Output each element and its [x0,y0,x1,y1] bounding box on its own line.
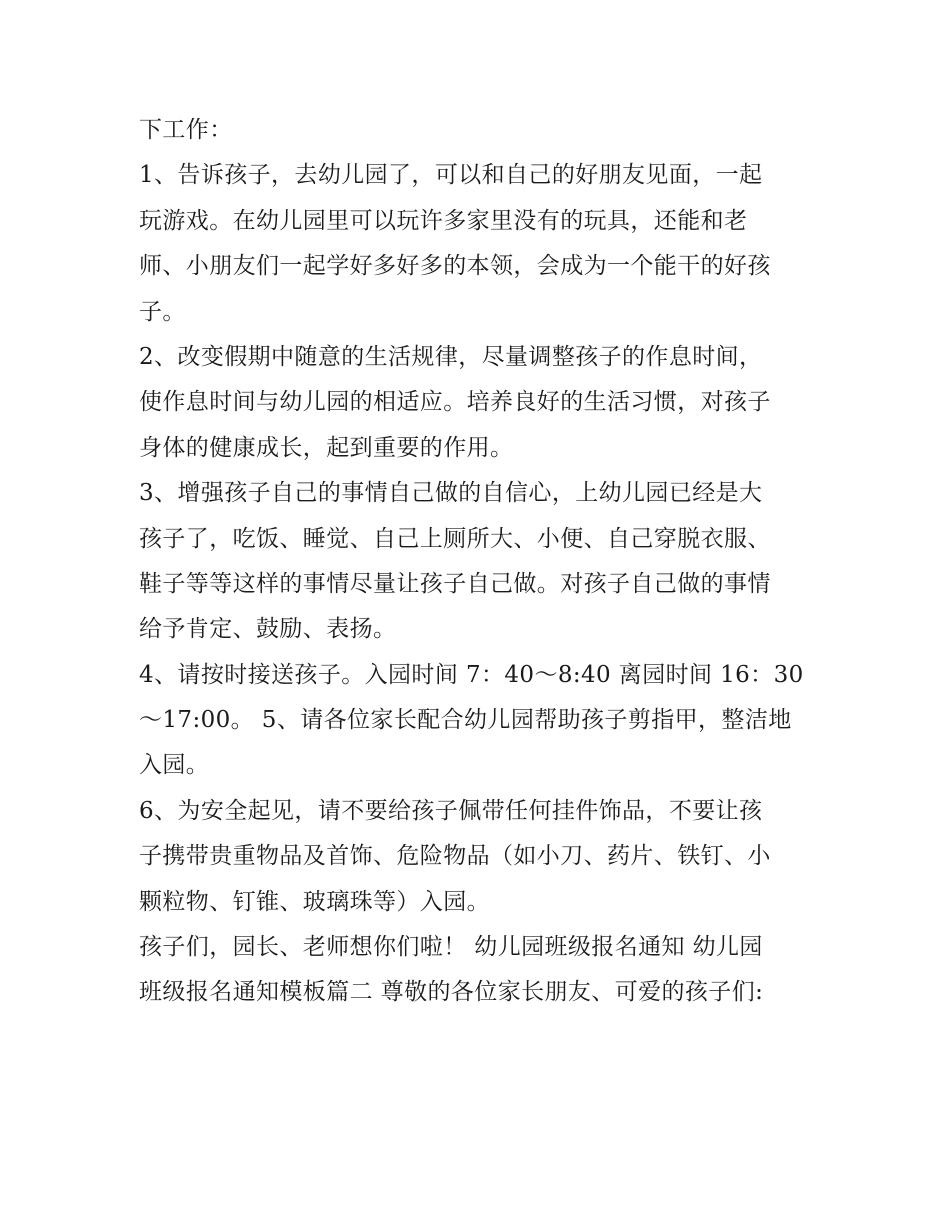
text-line: 给予肯定、鼓励、表扬。 [139,616,397,643]
text-line: 孩子了，吃饭、睡觉、自己上厕所大、小便、自己穿脱衣服、 [139,525,771,552]
text-line: 玩游戏。在幼儿园里可以玩许多家里没有的玩具，还能和老 [139,207,748,234]
text-line: 颗粒物、钉锥、玻璃珠等）入园。 [139,888,490,915]
text-line: 6、为安全起见，请不要给孩子佩带任何挂件饰品，不要让孩 [139,797,763,824]
text-line: 鞋子等等这样的事情尽量让孩子自己做。对孩子自己做的事情 [139,570,771,597]
text-line: 师、小朋友们一起学好多好多的本领，会成为一个能干的好孩 [139,253,771,280]
text-line: 子携带贵重物品及首饰、危险物品（如小刀、药片、铁钉、小 [139,843,771,870]
text-line: 2、改变假期中随意的生活规律，尽量调整孩子的作息时间， [139,343,763,370]
text-line: 使作息时间与幼儿园的相适应。培养良好的生活习惯，对孩子 [139,389,771,416]
text-line: 4、请按时接送孩子。入园时间 7：40～8:40 离园时间 16：30 [139,661,804,688]
text-line: 身体的健康成长，起到重要的作用。 [139,434,514,461]
text-line: 1、告诉孩子，去幼儿园了，可以和自己的好朋友见面，一起 [139,162,763,189]
text-line: 子。 [139,298,186,325]
document-body [139,108,819,1016]
text-line: 孩子们，园长、老师想你们啦！ 幼儿园班级报名通知 幼儿园 [139,934,763,961]
text-line: 下工作： [139,117,233,143]
text-line: 3、增强孩子自己的事情自己做的自信心，上幼儿园已经是大 [139,480,763,507]
text-line: ～17:00。 5、请各位家长配合幼儿园帮助孩子剪指甲，整洁地 [139,707,792,734]
text-line: 班级报名通知模板篇二 尊敬的各位家长朋友、可爱的孩子们: [139,979,764,1006]
text-line: 入园。 [139,752,210,779]
